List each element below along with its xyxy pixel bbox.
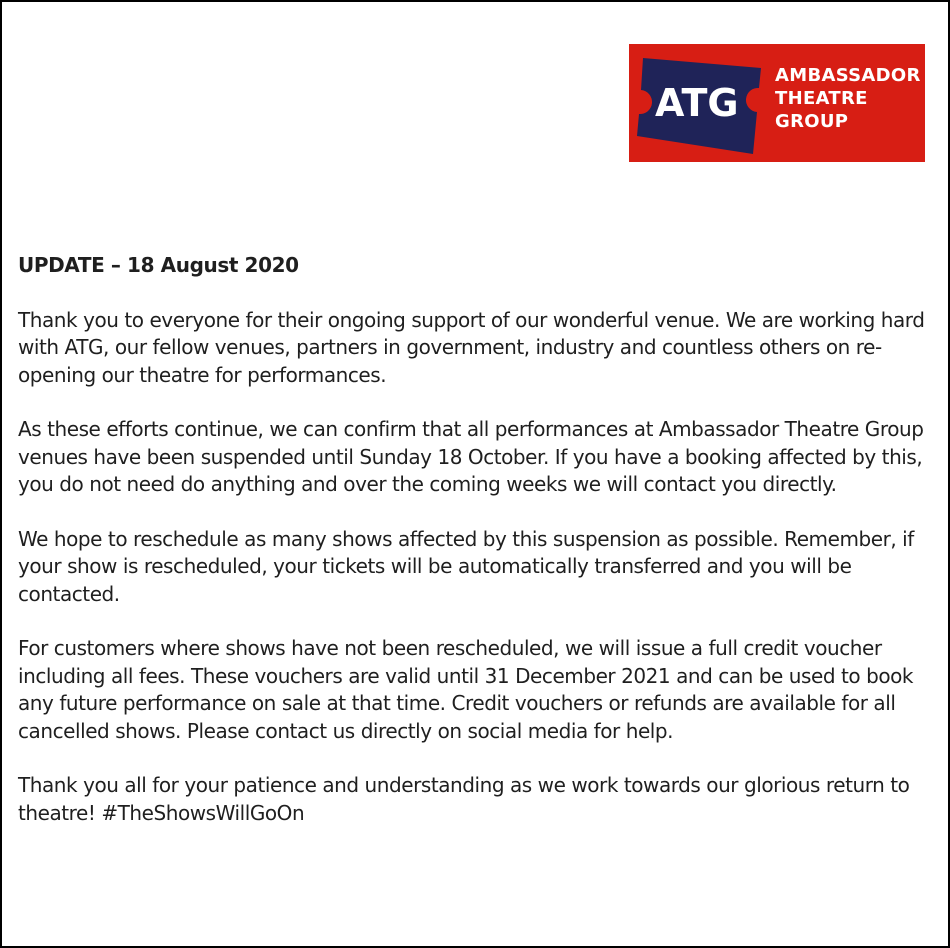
paragraph-thanks: Thank you to everyone for their ongoing support of our wonderful venue. We are working hard with ATG, our fellow venues, partners in government, industry and countless others on re-opening our theatre for performances. (18, 307, 925, 387)
paragraph-suspension: As these efforts continue, we can confirm that all performances at Ambassador Theatre Group venues have been suspended until Sunday 18 October. If you have a booking affected by this, you do not need do anything and over the coming weeks we will contact you directly. (18, 417, 924, 496)
logo-line-2: THEATRE (775, 88, 868, 109)
paragraph-reschedule: We hope to reschedule as many shows affected by this suspension as possible. Remember, if your show is rescheduled, your tickets will be automatically transferred and you will be contacted. (18, 526, 914, 606)
atg-logo (629, 44, 925, 162)
logo-mark-text: ATG (655, 81, 739, 125)
logo-wordmark (775, 64, 921, 133)
paragraph-closing: Thank you all for your patience and understanding as we work towards our glorious return to theatre! #TheShowsWillGoOn (18, 773, 910, 825)
logo-line-1: AMBASSADOR (775, 65, 921, 86)
notice-body (18, 252, 930, 854)
paragraph-credit-voucher: For customers where shows have not been rescheduled, we will issue a full credit voucher including all fees. These vouchers are valid until 31 December 2021 and can be used to book any future performance on sale at that time. Credit vouchers or refunds are available for all cancelled shows. Please contact us directly on social media for help. (18, 636, 914, 743)
logo-line-3: GROUP (775, 111, 849, 132)
update-headline: UPDATE – 18 August 2020 (18, 253, 299, 277)
